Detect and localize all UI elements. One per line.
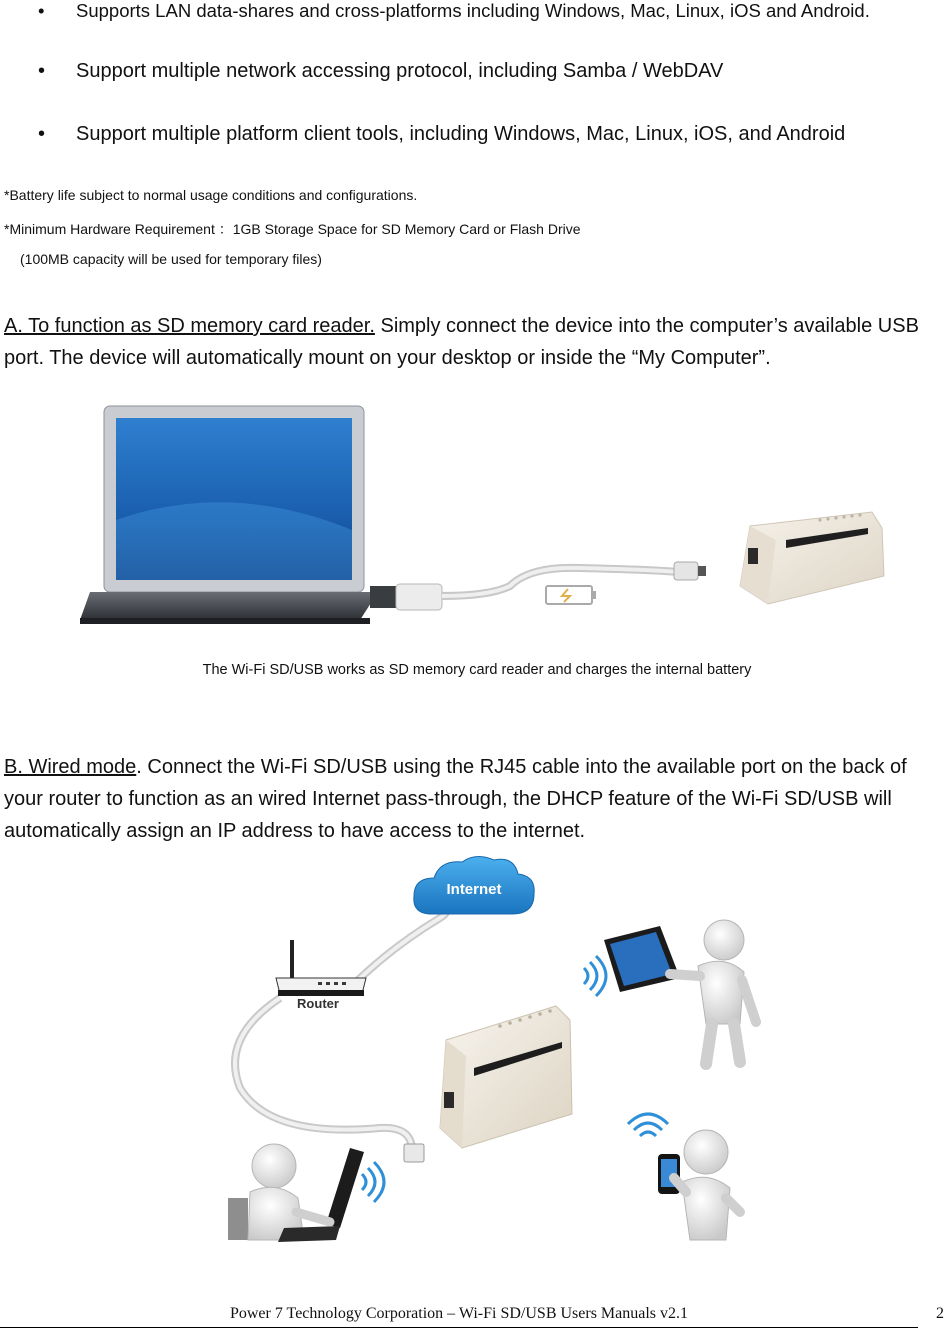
rj45-plug-icon (404, 1144, 424, 1162)
usb-cable-icon (370, 562, 706, 610)
wifi-signal-icon (584, 956, 606, 996)
wifi-sd-usb-device-icon (440, 1006, 572, 1148)
figure-laptop-usb (60, 400, 900, 640)
bullet-text: Support multiple network accessing protocol, including Samba / WebDAV (76, 60, 724, 82)
bullet-item (38, 60, 723, 83)
figure-a-caption: The Wi-Fi SD/USB works as SD memory card reader and charges the internal battery (202, 662, 752, 678)
battery-icon (546, 586, 596, 604)
person-with-tablet-icon (604, 920, 756, 1064)
section-b-heading: B. Wired mode (4, 756, 137, 778)
cable-router-device (235, 998, 412, 1148)
note-min-hardware: *Minimum Hardware Requirement ：1GB Storage Space for SD Memory Card or Flash Drive (4, 221, 581, 237)
figure-wired-mode (200, 848, 780, 1258)
wifi-sd-usb-device-icon (740, 512, 884, 604)
section-a-heading: A. To function as SD memory card reader. (4, 315, 375, 337)
section-b-paragraph (4, 751, 948, 847)
bullet-dot-icon: • (38, 123, 46, 145)
internet-cloud-icon (414, 856, 534, 914)
page-number: 2 (936, 1305, 944, 1322)
section-a-text: Simply connect the device into the computer’s available USB port. The device will automatically mount on your desktop or inside the “My Computer”. (4, 315, 919, 369)
bullet-dot-icon: • (38, 60, 46, 82)
wifi-signal-icon (628, 1114, 668, 1136)
router-label: Router (297, 996, 339, 1011)
bullet-text: Supports LAN data-shares and cross-platforms including Windows, Mac, Linux, iOS and Android. (76, 0, 870, 21)
section-a-paragraph (4, 310, 948, 374)
internet-label: Internet (446, 881, 502, 898)
wifi-signal-icon (362, 1162, 384, 1202)
bullet-text: Support multiple platform client tools, including Windows, Mac, Linux, iOS, and Android (76, 123, 846, 145)
person-with-phone-icon (658, 1130, 740, 1240)
section-b-text: . Connect the Wi-Fi SD/USB using the RJ45 cable into the available port on the back of your router to function as an wired Internet pass-through, the DHCP feature of the Wi-Fi SD/USB will automatically assign an IP address to have access to the internet. (4, 756, 907, 842)
bullet-item (38, 0, 870, 22)
person-with-laptop-icon (228, 1144, 364, 1242)
note-temp-files: (100MB capacity will be used for temporary files) (20, 251, 322, 267)
note-battery: *Battery life subject to normal usage conditions and configurations. (4, 187, 418, 203)
bullet-dot-icon: • (38, 0, 45, 21)
bullet-item (38, 123, 845, 146)
page-footer: Power 7 Technology Corporation – Wi-Fi SD/USB Users Manuals v2.1 (0, 1305, 918, 1328)
router-icon (276, 940, 366, 1011)
laptop-icon (80, 406, 378, 624)
